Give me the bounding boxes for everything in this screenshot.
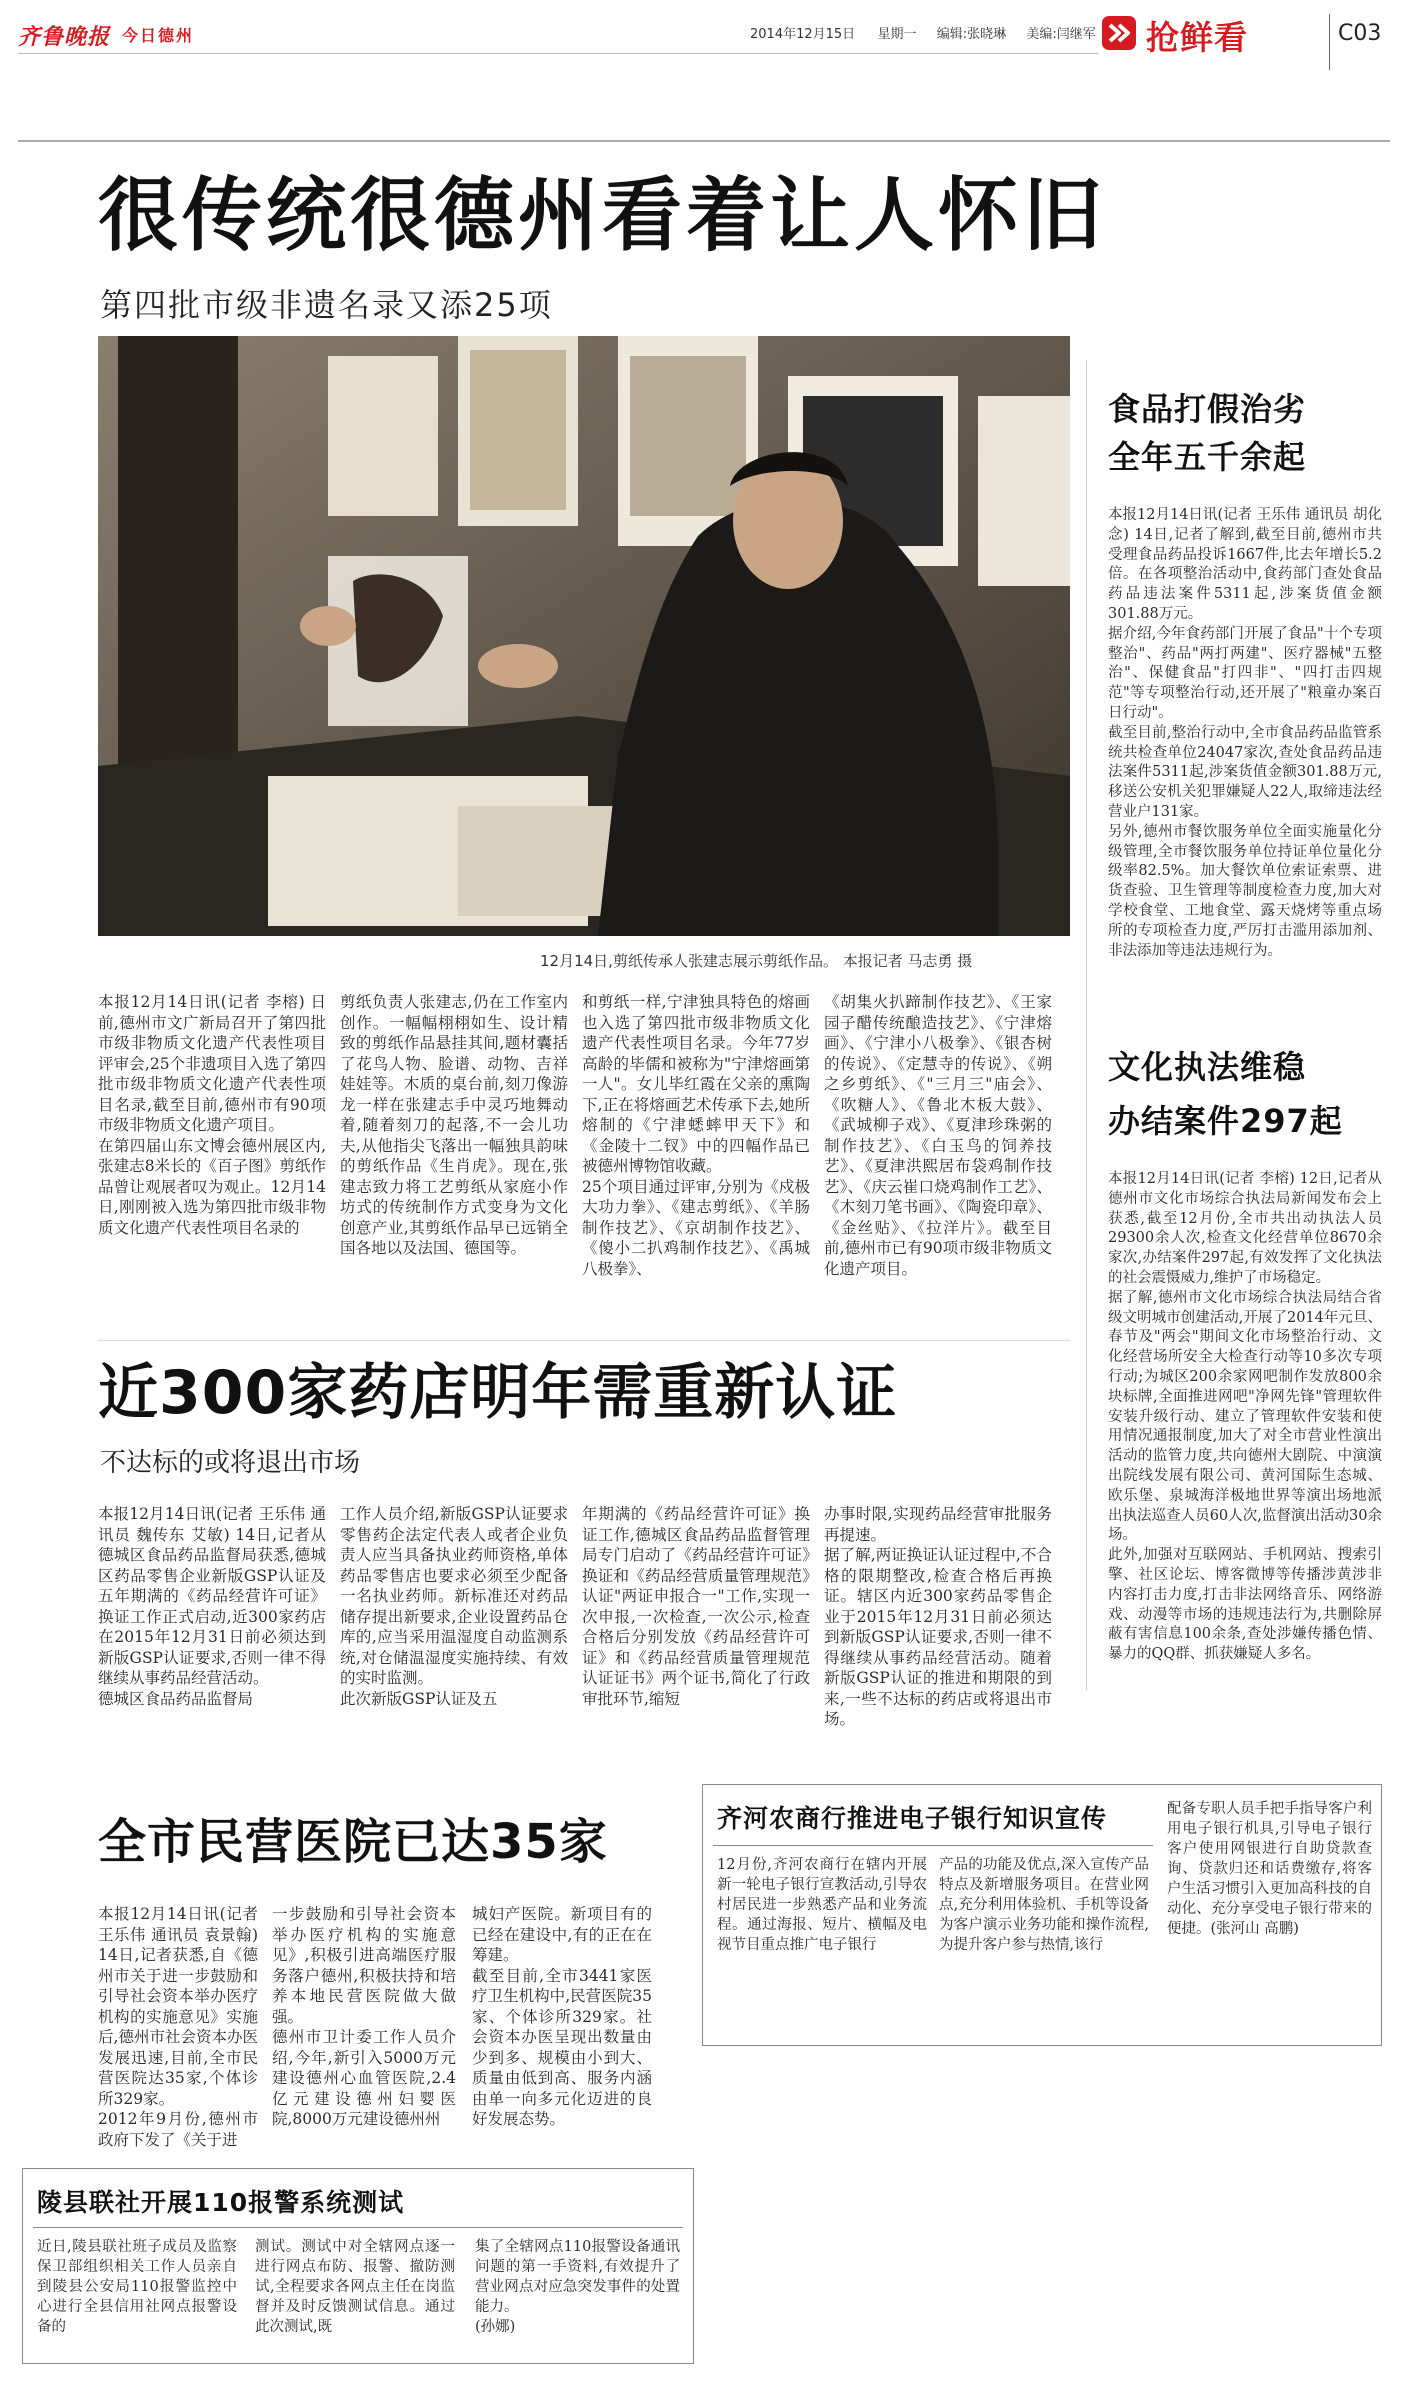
main-story-col-3: 和剪纸一样,宁津独具特色的熔画也入选了第四批市级非物质文化遗产代表性项目名录。今年77岁高龄的毕儒和被称为"宁津熔画第一人"。女儿毕红霞在父亲的熏陶下,正在将熔画艺术传承下去,她所熔制的《宁津蟋蟀甲天下》和《金陵十二钗》中的四幅作品已被德州博物馆收藏。 25个项目通过评审,分别为《戍极大功力拳》、《建志剪纸》、《羊肠制作技艺》、《京胡制作技艺》、《傻小二扒鸡制作技艺》、《禹城八极拳》、 (582, 993, 810, 1278)
designer-credit: 美编:闫继军 (1026, 27, 1096, 42)
police-col-3: 集了全辖网点110报警设备通讯问题的第一手资料,有效提升了营业网点对应急突发事件的处置能力。 (孙娜) (475, 2239, 680, 2335)
police-story-box (22, 2168, 694, 2364)
bank-col-2: 产品的功能及优点,深入宣传产品特点及新增服务项目。在营业网点,充分利用体验机、手机等设备为客户演示业务功能和操作流程,为提升客户参与热情,该行 (939, 1857, 1149, 1953)
police-col-2: 测试。测试中对全辖网点逐一进行网点布防、报警、撤防测试,全程要求各网点主任在岗监督并及时反馈测试信息。通过此次测试,既 (255, 2239, 455, 2335)
masthead (0, 0, 1409, 140)
photo-caption: 12月14日,剪纸传承人张建志展示剪纸作品。 本报记者 马志勇 摄 (540, 952, 973, 970)
main-story-col-1: 本报12月14日讯(记者 李榕) 日前,德州市文广新局召开了第四批市级非物质文化遗产代表性项目评审会,25个非遗项目入选了第四批市级非物质文化遗产代表性项目名录,截至目前,德州市有90项市级非物质文化遗产项目。 在第四届山东文博会德州展区内,张建志8米长的《百子图》剪纸作品曾让观展者叹为观止。12月14日,刚刚被入选为第四批市级非物质文化遗产代表性项目名录的 (98, 993, 326, 1237)
pharmacy-col-4: 办事时限,实现药品经营审批服务再提速。 据了解,两证换证认证过程中,不合格的限期整改,检查合格后再换证。辖区内近300家药品零售企业于2015年12月31日前必须达到新版GSP认证要求,否则一律不得继续从事药品经营活动。随着新版GSP认证的推进和期限的到来,一些不达标的药店或将退出市场。 (824, 1505, 1052, 1728)
main-story-col-2: 剪纸负责人张建志,仍在工作室内创作。一幅幅栩栩如生、设计精致的剪纸作品悬挂其间,题材囊括了花鸟人物、脸谱、动物、吉祥娃娃等。木质的桌台前,刻刀像游龙一样在张建志手中灵巧地舞动着,随着刻刀的起落,不一会儿功夫,从他指尖飞落出一幅独具韵味的剪纸作品《生肖虎》。现在,张建志致力将工艺剪纸从家庭小作坊式的传统制作方式变身为文化创意产业,其剪纸作品早已远销全国各地以及法国、德国等。 (340, 993, 568, 1257)
food-headline-line2: 全年五千余起 (1108, 438, 1307, 476)
page-number: C03 (1338, 21, 1382, 46)
issue-info (750, 23, 1096, 42)
issue-weekday: 星期一 (877, 27, 917, 42)
pharmacy-headline: 近300家药店明年需重新认证 (98, 1358, 898, 1428)
police-col-1: 近日,陵县联社班子成员及监察保卫部组织相关工作人员亲自到陵县公安局110报警监控中心进行全县信用社网点报警设备的 (37, 2239, 237, 2335)
bank-headline: 齐河农商行推进电子银行知识宣传 (717, 1804, 1108, 1833)
newspaper-logo: 齐鲁晚报 (18, 24, 111, 50)
main-subhead: 第四批市级非遗名录又添25项 (100, 286, 553, 324)
column-logo-icon (1102, 16, 1136, 50)
culture-story-body: 本报12月14日讯(记者 李榕) 12日,记者从德州市文化市场综合执法局新闻发布会上获悉,截至12月份,全市共出动执法人员29300余人次,检查文化经营单位8670余家次,办结案件297起,有效发挥了文化执法的社会震慑威力,维护了市场稳定。 据了解,德州市文化市场综合执法局结合省级文明城市创建活动,开展了2014年元旦、春节及"两会"期间文化市场整治行动、文化经营场所安全大检查行动等10多次专项行动;为城区200余家网吧制作发放800余块标牌,全面推进网吧"净网先锋"管理软件安装升级行动、建立了管理软件安装和使用情况通报制度,加大了对全市营业性演出活动的监管力度,共向德州大剧院、中演演出院线发展有限公司、黄河国际生态城、欧乐堡、泉城海洋极地世界等演出场地派出执法巡查人员60人次,监督演出活动30余场。 此外,加强对互联网站、手机网站、搜索引擎、社区论坛、博客微博等传播涉黄涉非内容打击力度,打击非法网络音乐、网络游戏、动漫等市场的违规违法行为,共删除屏蔽有害信息100余条,查处涉嫌传播色情、暴力的QQ群、抓获嫌疑人多名。 (1108, 1171, 1382, 1663)
hospital-col-1: 本报12月14日讯(记者 王乐伟 通讯员 袁景翰) 14日,记者获悉,自《德州市关于进一步鼓励和引导社会资本举办医疗机构的实施意见》实施后,德州市社会资本办医发展迅速,目前,全市民营医院达35家,个体诊所329家。 2012年9月份,德州市政府下发了《关于进 (98, 1905, 258, 2149)
bank-col-1: 12月份,齐河农商行在辖内开展新一轮电子银行宣教活动,引导农村居民进一步熟悉产品和业务流程。通过海报、短片、横幅及电视节目重点推广电子银行 (717, 1857, 927, 1953)
police-headline: 陵县联社开展110报警系统测试 (37, 2188, 405, 2217)
editor-credit: 编辑:张晓琳 (936, 27, 1007, 42)
pharmacy-col-1: 本报12月14日讯(记者 王乐伟 通讯员 魏传东 艾敏) 14日,记者从德城区食品药品监督局获悉,德城区药品零售企业新版GSP认证及五年期满的《药品经营许可证》换证工作正式启动,近300家药店在2015年12月31日前必须达到新版GSP认证要求,否则一律不得继续从事药品经营活动。 德城区食品药品监督局 (98, 1505, 326, 1708)
hospital-headline: 全市民营医院已达35家 (98, 1814, 608, 1870)
hospital-col-2: 一步鼓励和引导社会资本举办医疗机构的实施意见》,积极引进高端医疗服务落户德州,积极扶持和培养本地民营医院做大做强。 德州市卫计委工作人员介绍,今年,新引入5000万元建设德州心血管医院,2.4亿元建设德州妇婴医院,8000万元建设德州州 (272, 1905, 456, 2128)
section-name: 今日德州 (122, 26, 195, 45)
column-title: 抢鲜看 (1146, 18, 1248, 57)
issue-date: 2014年12月15日 (750, 27, 856, 42)
culture-headline-line2: 办结案件297起 (1108, 1102, 1343, 1140)
bank-col-3: 配备专职人员手把手指导客户利用电子银行机具,引导电子银行客户使用网银进行自助贷款查询、贷款归还和话费缴存,将客户生活习惯引入更加高科技的自动化、充分享受电子银行带来的便捷。(张河山 高鹏) (1167, 1801, 1372, 1937)
food-headline-line1: 食品打假治劣 (1108, 390, 1307, 428)
main-headline: 很传统很德州看着让人怀旧 (98, 169, 1106, 262)
hospital-col-3: 城妇产医院。新项目有的已经在建设中,有的正在在筹建。 截至目前,全市3441家医疗卫生机构中,民营医院35家、个体诊所329家。社会资本办医呈现出数量由少到多、规模由小到大、质量由低到高、服务内涵由单一向多元化迈进的良好发展态势。 (472, 1905, 652, 2128)
main-story-col-4: 《胡集火扒蹄制作技艺》、《王家园子醋传统酿造技艺》、《宁津熔画》、《宁津小八极拳》、《银杏树的传说》、《定慧寺的传说》、《朔之乡剪纸》、《"三月三"庙会》、《吹糖人》、《鲁北木板大鼓》、《武城柳子戏》、《夏津珍珠粥的制作技艺》、《白玉鸟的饲养技艺》、《夏津洪熙居布袋鸡制作技艺》、《庆云崔口烧鸡制作工艺》、《木刻刀笔书画》、《陶瓷印章》、《金丝贴》、《拉洋片》。截至目前,德州市已有90项市级非物质文化遗产项目。 (824, 993, 1052, 1278)
header-rule (18, 140, 1390, 142)
bank-story-box (702, 1784, 1382, 2046)
pharmacy-col-3: 年期满的《药品经营许可证》换证工作,德城区食品药品监督管理局专门启动了《药品经营许可证》换证和《药品经营质量管理规范》认证"两证申报合一"工作,实现一次申报,一次检查,一次公示,检查合格后分别发放《药品经营许可证》和《药品经营质量管理规范认证证书》两个证书,简化了行政审批环节,缩短 (582, 1505, 810, 1708)
culture-headline-line1: 文化执法维稳 (1108, 1048, 1307, 1086)
pharmacy-subhead: 不达标的或将退出市场 (100, 1448, 361, 1478)
food-story-body: 本报12月14日讯(记者 王乐伟 通讯员 胡化念) 14日,记者了解到,截至目前,德州市共受理食品药品投诉1667件,比去年增长5.2倍。在各项整治活动中,食药部门查处食品药品违法案件5311起,涉案货值金额301.88万元。 据介绍,今年食药部门开展了食品"十个专项整治"、药品"两打两建"、医疗器械"五整治"、保健食品"打四非"、"四打击四规范"等专项整治行动,还开展了"粮童办案百日行动"。 截至目前,整治行动中,全市食品药品监管系统共检查单位24047家次,查处食品药品违法案件5311起,涉案货值金额301.88万元,移送公安机关犯罪嫌疑人22人,取缔违法经营业户131家。 另外,德州市餐饮服务单位全面实施量化分级管理,全市餐饮服务单位持证单位量化分级率82.5%。加大餐饮单位索证索票、进货查验、卫生管理等制度检查力度,加大对学校食堂、工地食堂、露天烧烤等重点场所的专项检查力度,严厉打击滥用添加剂、非法添加等违法违规行为。 (1108, 507, 1382, 959)
main-photo (98, 336, 1070, 936)
pharmacy-col-2: 工作人员介绍,新版GSP认证要求零售药企法定代表人或者企业负责人应当具备执业药师资格,单体药品零售店也要求必须至少配备一名执业药师。新标准还对药品储存提出新要求,企业设置药品仓库的,应当采用温湿度自动监测系统,对仓储温湿度实施持续、有效的实时监测。 此次新版GSP认证及五 (340, 1505, 568, 1708)
